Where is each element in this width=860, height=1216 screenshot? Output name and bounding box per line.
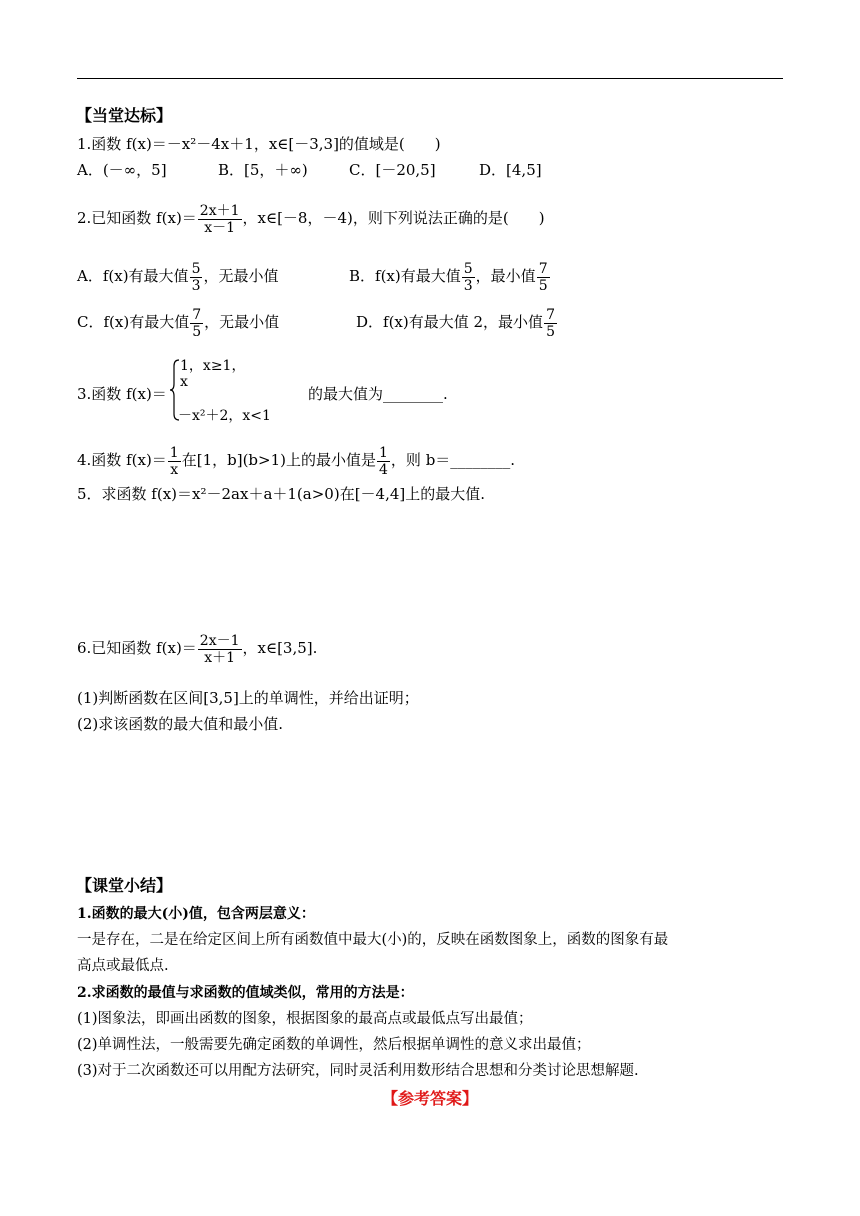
- summary-point-1-line-2: 高点或最低点.: [77, 958, 169, 974]
- q3-case-2: －x²＋2，x<1: [178, 408, 271, 424]
- q2-option-d: D．f(x)有最大值 2，最小值 $\frac{7}{5}$: [356, 306, 555, 340]
- summary-method-1: (1)图象法，即画出函数的图象，根据图象的最高点或最低点写出最值；: [77, 1011, 533, 1027]
- summary-point-2-heading: 2.求函数的最值与求函数的值域类似，常用的方法是：: [77, 985, 414, 1001]
- section-title-practice: 【当堂达标】: [76, 106, 173, 125]
- summary-method-3: (3)对于二次函数还可以用配方法研究，同时灵活利用数形结合思想和分类讨论思想解题.: [77, 1063, 639, 1079]
- question-2-stem: 2.已知函数 f(x)＝ $\frac{2x+1}{x-1}$ ，x∈[－8，－4)，则下列说法正确的是( ): [77, 202, 545, 236]
- section-title-summary: 【课堂小结】: [76, 876, 173, 895]
- question-1-stem: 1.函数 f(x)＝－x²－4x＋1，x∈[－3,3]的值域是( ): [77, 135, 441, 153]
- answer-key-title: 【参考答案】: [381, 1089, 478, 1108]
- q3-case-1: 1 x ，x≥1，: [180, 358, 246, 390]
- q1-option-a: A．(－∞，5]: [77, 161, 167, 179]
- q1-option-d: D．[4,5]: [479, 161, 542, 179]
- q1-option-c: C．[－20,5]: [349, 161, 436, 179]
- header-rule: [77, 78, 783, 79]
- question-6-part-2: (2)求该函数的最大值和最小值.: [77, 715, 284, 733]
- question-3-prefix: 3.函数 f(x)＝: [77, 385, 167, 403]
- question-6-part-1: (1)判断函数在区间[3,5]上的单调性，并给出证明；: [77, 689, 419, 707]
- q2-fraction: $\frac{2x+1}{x-1}$: [199, 202, 240, 236]
- question-4: 4.函数 f(x)＝ $\frac{1}{x}$ 在[1，b](b>1)上的最小值是 $\frac{1}{4}$ ，则 b＝________.: [77, 444, 516, 478]
- q2-option-b: B．f(x)有最大值 $\frac{5}{3}$ ，最小值 $\frac{7}{5}$: [349, 260, 548, 294]
- q1-option-b: B．[5，＋∞): [218, 161, 308, 179]
- question-3-suffix: 的最大值为________.: [308, 385, 448, 403]
- question-6-stem: 6.已知函数 f(x)＝ $\frac{2x-1}{x+1}$ ，x∈[3,5].: [77, 632, 318, 666]
- q2-option-c: C．f(x)有最大值 $\frac{7}{5}$ ，无最小值: [77, 306, 280, 340]
- q2-option-a: A．f(x)有最大值 $\frac{5}{3}$ ，无最小值: [77, 260, 279, 294]
- summary-method-2: (2)单调性法，一般需要先确定函数的单调性，然后根据单调性的意义求出最值；: [77, 1037, 591, 1053]
- summary-point-1-heading: 1.函数的最大(小)值，包含两层意义：: [77, 906, 315, 922]
- question-5: 5．求函数 f(x)＝x²－2ax＋a＋1(a>0)在[－4,4]上的最大值.: [77, 485, 486, 503]
- summary-point-1-line-1: 一是存在，二是在给定区间上所有函数值中最大(小)的，反映在函数图象上，函数的图象有最: [77, 932, 669, 948]
